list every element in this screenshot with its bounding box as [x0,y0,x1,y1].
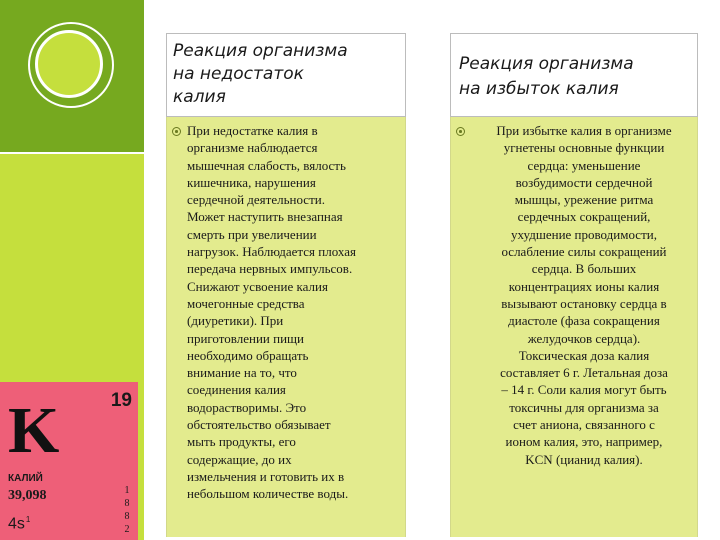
text-line: угнетены основные функции [503,140,665,156]
text-line: содержащие, до их [187,451,292,467]
heading-line: на избыток калия [459,79,619,99]
text-line: сердечной деятельности. [187,192,325,208]
text-line: Токсическая доза калия [518,347,650,363]
shell-count: 8 [124,511,130,522]
text-line: Снижают усвоение калия [187,278,328,294]
text-line: мыть продукты, его [187,434,296,450]
deficiency-body [166,117,406,537]
text-line: Может наступить внезапная [187,209,343,225]
text-line: (диуретики). При [187,313,284,329]
text-line: сердца. В больших [531,261,637,277]
text-line: При избытке калия в организме [496,123,672,138]
text-line: мышечная слабость, вялость [187,157,346,173]
excess-body [450,117,698,537]
text-line: – 14 г. Соли калия могут быть [501,382,667,398]
text-line: небольшом количестве воды. [187,486,349,502]
shell-count: 1 [124,485,130,496]
text-line: кишечника, нарушения [187,174,316,190]
text-line: организме наблюдается [187,140,318,156]
decor-circle [35,30,103,98]
element-name: КАЛИЙ [8,473,43,484]
heading-line: калия [173,87,226,107]
text-line: KCN (цианид калия). [525,451,643,467]
bullet-icon [172,127,181,136]
text-line: водорастворимы. Это [187,399,307,415]
text-line: ослабление силы сокращений [501,244,667,260]
configuration-superscript: 1 [25,515,31,524]
electron-configuration [8,515,30,533]
deficiency-heading [166,33,406,117]
text-line: измельчения и готовить их в [187,468,345,484]
periodic-element-tile [0,382,138,540]
text-line: токсичны для организма за [509,399,659,415]
heading-line: Реакция организма [173,41,348,61]
text-line: необходимо обращать [187,347,309,363]
text-line: смерть при увеличении [187,226,317,242]
heading-line: Реакция организма [459,54,634,74]
bullet-icon [456,127,465,136]
heading-line: на недостаток [173,64,304,84]
text-line: ухудшение проводимости, [511,226,657,242]
text-line: сердца: уменьшение [527,157,641,173]
text-line: мышцы, урежение ритма [514,192,654,208]
text-line: возбудимости сердечной [515,174,653,190]
text-line: приготовлении пищи [187,330,304,346]
text-line: ионом калия, это, например, [505,434,663,450]
text-line: обстоятельство обязывает [187,417,331,433]
text-line: желудочков сердца). [527,330,641,346]
shell-count: 2 [124,524,130,535]
text-line: сердечных сокращений, [517,209,651,225]
text-line: вызывают остановку сердца в [501,295,667,311]
excess-heading [450,33,698,117]
configuration-orbital: 4s [8,515,25,533]
text-line: внимание на то, что [187,365,297,381]
electron-shells [122,484,132,536]
deficiency-text [187,122,401,503]
text-line: мочегонные средства [187,295,305,311]
text-line: составляет 6 г. Летальная доза [500,365,668,381]
excess-text [473,122,695,468]
text-line: концентрациях ионы калия [508,278,660,294]
text-line: При недостатке калия в [187,123,318,138]
text-line: передача нервных импульсов. [187,261,353,277]
text-line: счет аниона, связанного с [513,417,655,433]
shell-count: 8 [124,498,130,509]
text-line: соединения калия [187,382,286,398]
element-symbol: K [8,394,60,467]
text-line: диастоле (фаза сокращения [508,313,660,329]
atomic-number: 19 [110,390,132,411]
decor-vertical-line [144,0,146,540]
atomic-mass: 39,098 [8,488,47,503]
text-line: нагрузок. Наблюдается плохая [187,244,356,260]
